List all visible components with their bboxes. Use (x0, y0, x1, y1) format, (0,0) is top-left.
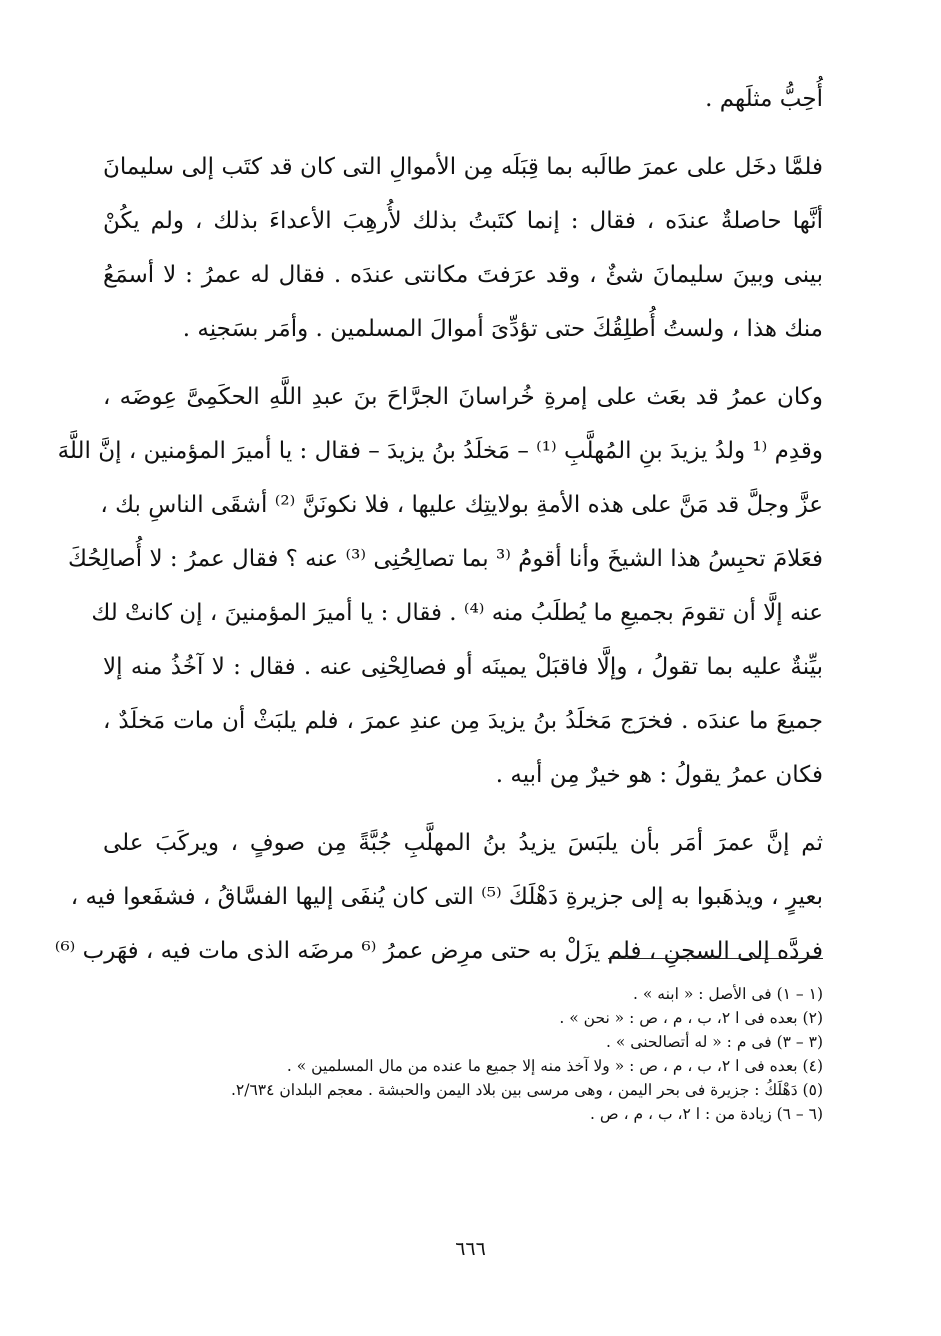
text-line: جميعَ ما عندَه . فخرَج مَخلَدُ بنُ يزيدَ مِن عندِ عمرَ ، فلم يلبَثْ أن مات مَخلَدٌ ، (103, 708, 823, 734)
text-line: بينى وبينَ سليمانَ شئٌ ، وقد عرَفتَ مكانتى عندَه . فقال له عمرُ : لا أسمَعُ (103, 262, 823, 288)
footnotes (103, 982, 823, 1126)
text-line: عزَّ وجلَّ قد مَنَّ على هذه الأمةِ بولايتِك عليها ، فلا نكونَنَّ ⁽²⁾ أشقَى الناسِ بك ، (100, 492, 823, 518)
footnote: (٥) دَهْلَكُ : جزيرة فى بحر اليمن ، وهى مرسى بين بلاد اليمن والحبشة . معجم البلدان ٢/٦٣٤. (230, 1081, 823, 1099)
paragraph-gap (103, 126, 823, 140)
text-line: عنه إلَّا أن تقومَ بجميعِ ما يُطلَبُ منه ⁽⁴⁾ . فقال : يا أميرَ المؤمنينَ ، إن كانتْ لك (91, 600, 823, 626)
page-number: ٦٦٦ (455, 1238, 486, 1260)
main-text (54, 72, 823, 978)
text-line: فردَّه إلى السجنِ ، فلم يزَلْ به حتى مرِض عمرُ ⁽⁶ مرضَه الذى مات فيه ، فهَرب ⁽⁶⁾ (54, 938, 823, 964)
footnote: (١ – ١) فى الأصل : « ابنه » . (633, 985, 823, 1003)
text-line: أنَّها حاصلةٌ عندَه ، فقال : إنما كتَبتُ بذلك لأُرهِبَ الأعداءَ بذلك ، ولم يكُنْ (103, 208, 823, 234)
text-line: منك هذا ، ولستُ أُطلِقُكَ حتى تؤدِّىَ أموالَ المسلمين . وأمَر بسَجنِه . (182, 316, 823, 342)
footnote: (٦ – ٦) زيادة من : ا ٢، ب ، م ، ص . (590, 1105, 823, 1123)
text-line: وقدِم ⁽¹ ولدُ يزيدَ بنِ المُهلَّبِ ⁽¹⁾ – مَخلَدُ بنُ يزيدَ – فقال : يا أميرَ المؤمنين ، إنَّ اللَّهَ (57, 438, 823, 464)
text-line: فكان عمرُ يقولُ : هو خيرٌ مِن أبيه . (495, 762, 823, 788)
text-line: بيِّنةٌ عليه بما تقولُ ، وإلَّا فاقبَلْ يمينَه أو فصالِحْنِى عنه . فقال : لا آخُذُ منه إلا (103, 654, 823, 680)
footnote-divider (608, 958, 823, 959)
text-line: بعيرٍ ، ويذهَبوا به إلى جزيرةِ دَهْلَكَ ⁽⁵⁾ التى كان يُنفَى إليها الفسَّاقُ ، فشفَعوا فيه ، (70, 884, 823, 910)
text-line: فلمَّا دخَل على عمرَ طالَبه بما قِبَلَه مِن الأموالِ التى كان قد كتَب إلى سليمانَ (103, 154, 823, 180)
footnote: (٢) بعده فى ا ٢، ب ، م ، ص : « نحن » . (559, 1009, 823, 1027)
footnote: (٤) بعده فى ا ٢، ب ، م ، ص : « ولا آخذ منه إلا جميع ما عنده من مال المسلمين » . (286, 1057, 823, 1075)
paragraph-gap (103, 802, 823, 816)
text-line: أُحِبُّ مثلَهم . (705, 86, 823, 112)
text-line: ثم إنَّ عمرَ أمَر بأن يلبَسَ يزيدُ بنُ المهلَّبِ جُبَّةً مِن صوفٍ ، ويركَبَ على (103, 830, 823, 856)
paragraph-gap (103, 356, 823, 370)
text-line: فعَلامَ تحبِسُ هذا الشيخَ وأنا أقومُ ⁽³ بما تصالِحُنِى ⁽³⁾ عنه ؟ فقال عمرُ : لا أُصالِحُكَ (68, 546, 823, 572)
footnote: (٣ – ٣) فى م : « له أتصالحنى » . (606, 1033, 823, 1051)
text-line: وكان عمرُ قد بعَث على إمرةِ خُراسانَ الجرَّاحَ بنَ عبدِ اللَّهِ الحكَمِىَّ عِوضَه ، (103, 384, 823, 410)
